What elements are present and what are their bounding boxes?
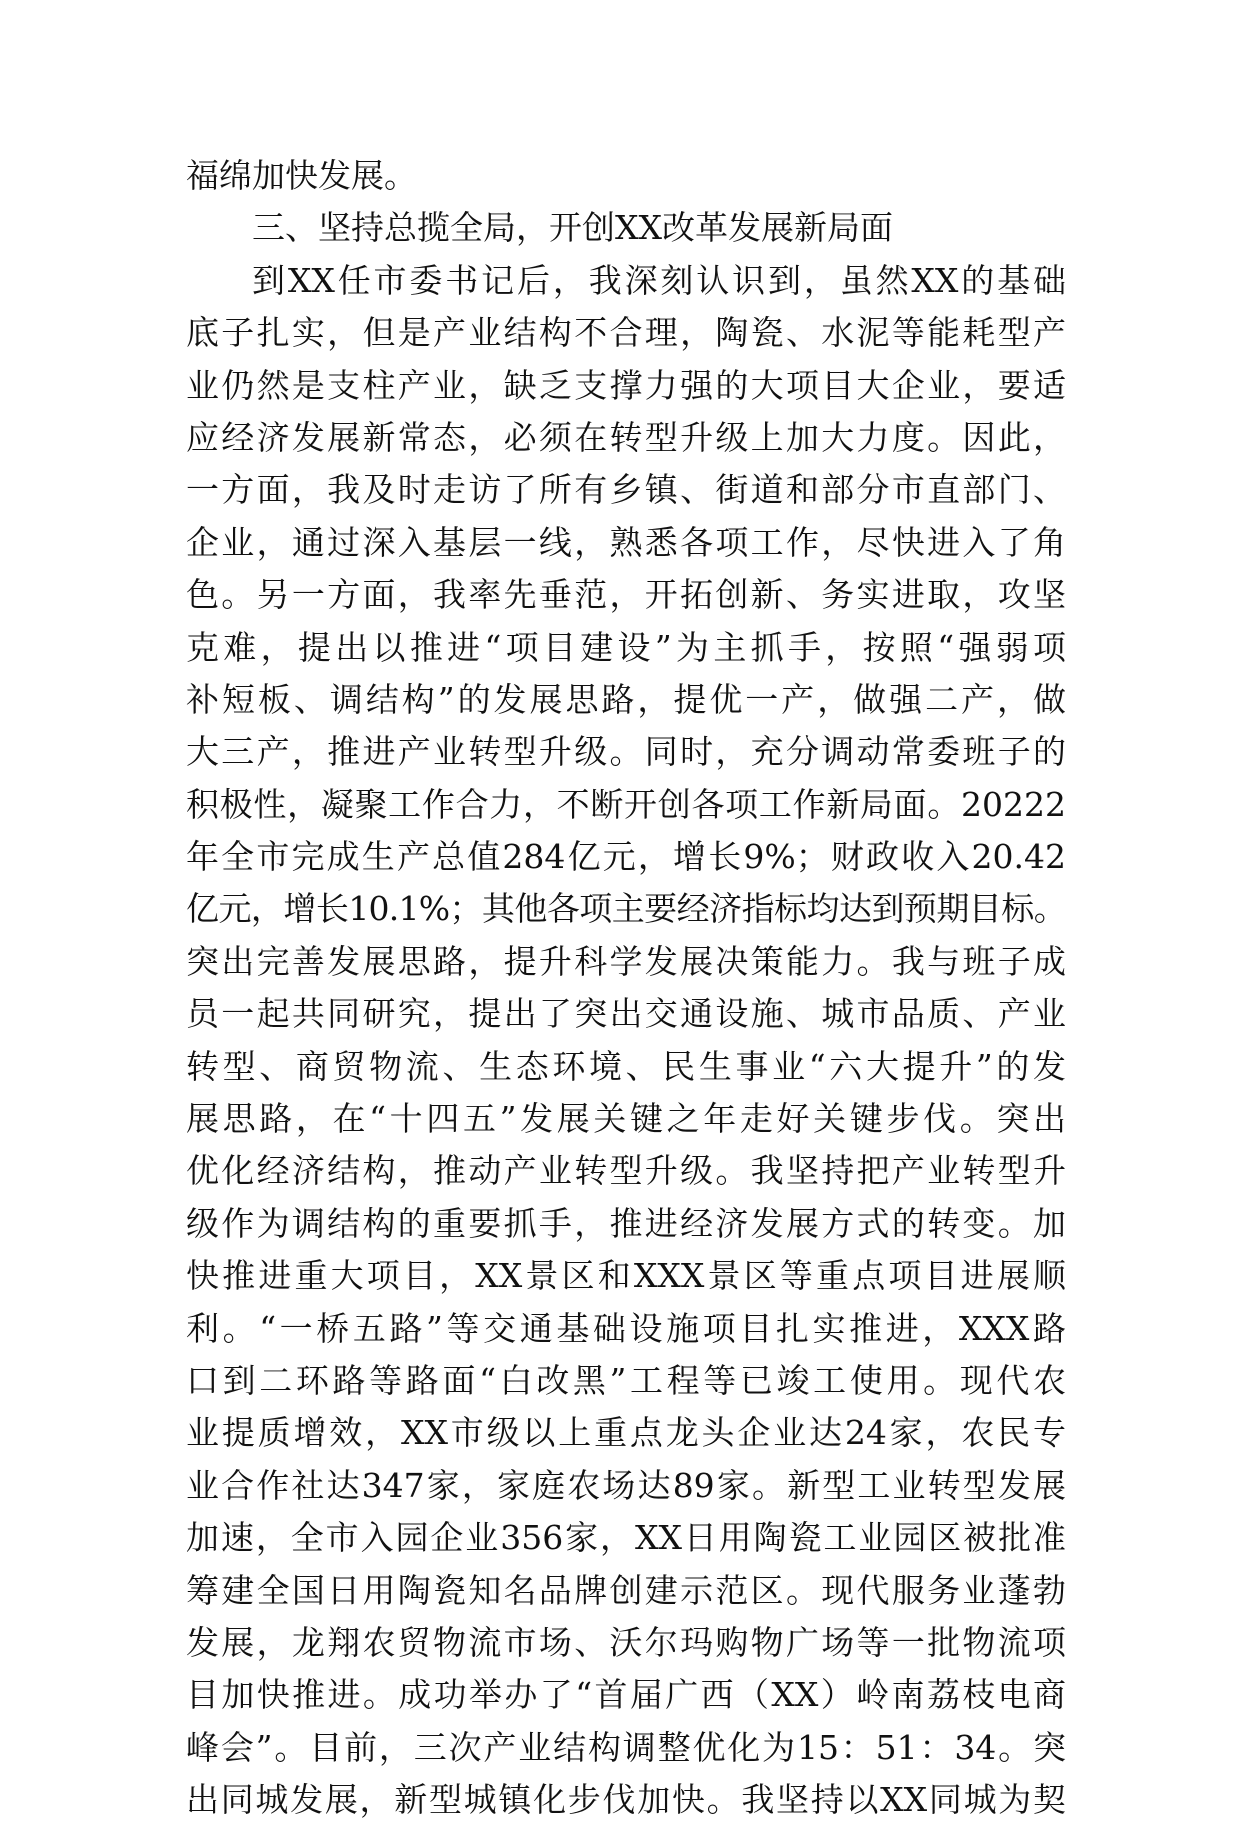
text-line: 峰会”。目前，三次产业结构调整优化为15：51：34。突: [186, 1727, 1066, 1767]
text-line: 克难，提出以推进“项目建设”为主抓手，按照“强弱项: [186, 627, 1066, 667]
text-line: 目加快推进。成功举办了“首届广西（XX）岭南荔枝电商: [186, 1675, 1066, 1715]
text-line: 优化经济结构，推动产业转型升级。我坚持把产业转型升: [186, 1151, 1066, 1191]
text-line: 企业，通过深入基层一线，熟悉各项工作，尽快进入了角: [186, 522, 1066, 562]
text-line: 加速，全市入园企业356家，XX日用陶瓷工业园区被批准: [186, 1518, 1066, 1558]
text-line: 员一起共同研究，提出了突出交通设施、城市品质、产业: [186, 994, 1066, 1034]
text-line: 色。另一方面，我率先垂范，开拓创新、务实进取，攻坚: [186, 575, 1066, 615]
text-line: 级作为调结构的重要抓手，推进经济发展方式的转变。加: [186, 1203, 1066, 1243]
text-line: 展思路，在“十四五”发展关键之年走好关键步伐。突出: [186, 1099, 1066, 1139]
text-line: 口到二环路等路面“白改黑”工程等已竣工使用。现代农: [186, 1360, 1066, 1400]
section-heading: 三、坚持总揽全局，开创XX改革发展新局面: [252, 208, 893, 248]
text-line: 转型、商贸物流、生态环境、民生事业“六大提升”的发: [186, 1046, 1066, 1086]
text-line: 积极性，凝聚工作合力，不断开创各项工作新局面。20222: [186, 784, 1066, 824]
text-line: 业合作社达347家，家庭农场达89家。新型工业转型发展: [186, 1465, 1066, 1505]
text-line: 业仍然是支柱产业，缺乏支撑力强的大项目大企业，要适: [186, 365, 1066, 405]
text-line: 业提质增效，XX市级以上重点龙头企业达24家，农民专: [186, 1413, 1066, 1453]
text-line: 福绵加快发展。: [186, 156, 417, 195]
text-line: 到XX任市委书记后，我深刻认识到，虽然XX的基础: [252, 260, 1066, 300]
body-text: [186, 150, 1066, 1827]
text-line: 筹建全国日用陶瓷知名品牌创建示范区。现代服务业蓬勃: [186, 1570, 1066, 1610]
text-line: 利。“一桥五路”等交通基础设施项目扎实推进，XXX路: [186, 1308, 1066, 1348]
text-line: 底子扎实，但是产业结构不合理，陶瓷、水泥等能耗型产: [186, 313, 1066, 353]
text-line: 突出完善发展思路，提升科学发展决策能力。我与班子成: [186, 941, 1066, 981]
text-line: 一方面，我及时走访了所有乡镇、街道和部分市直部门、: [186, 470, 1066, 510]
text-line: 年全市完成生产总值284亿元，增长9%；财政收入20.42: [186, 837, 1066, 877]
text-line: 大三产，推进产业转型升级。同时，充分调动常委班子的: [186, 732, 1066, 772]
text-line: 快推进重大项目，XX景区和XXX景区等重点项目进展顺: [186, 1256, 1066, 1296]
text-line: 应经济发展新常态，必须在转型升级上加大力度。因此，: [186, 417, 1066, 457]
text-line: 出同城发展，新型城镇化步伐加快。我坚持以XX同城为契: [186, 1780, 1066, 1820]
text-line: 发展，龙翔农贸物流市场、沃尔玛购物广场等一批物流项: [186, 1622, 1066, 1662]
text-line: 补短板、调结构”的发展思路，提优一产，做强二产，做: [186, 679, 1066, 719]
text-line: 亿元，增长10.1%；其他各项主要经济指标均达到预期目标。: [186, 889, 1066, 929]
